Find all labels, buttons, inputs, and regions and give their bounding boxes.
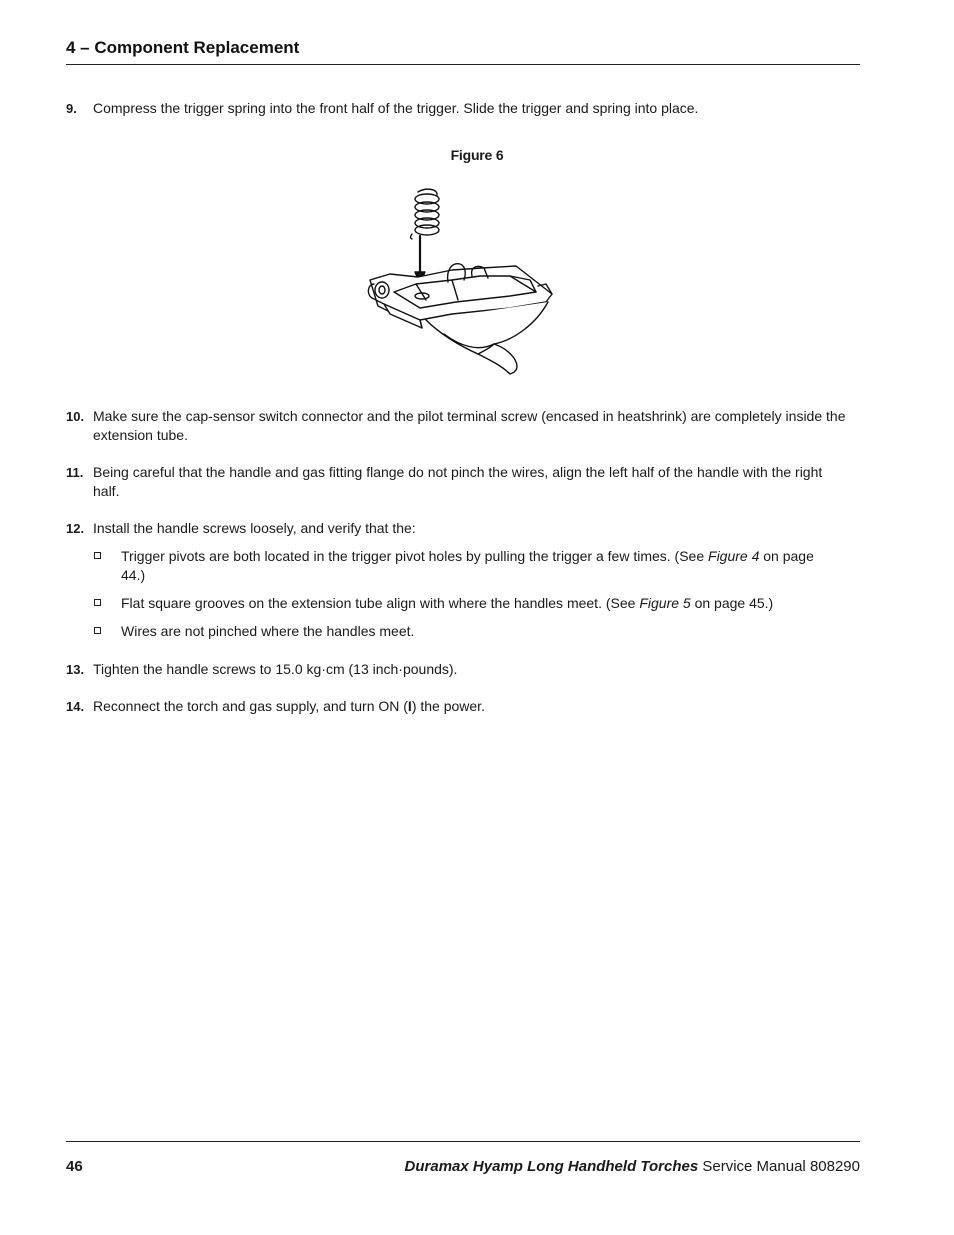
step-text: Compress the trigger spring into the front half of the trigger. Slide the trigger and spring into place. <box>93 100 699 116</box>
page-footer <box>66 1141 860 1182</box>
step-9 <box>66 99 846 118</box>
checklist-item <box>94 594 834 613</box>
checkbox-icon <box>94 627 101 634</box>
checklist-item <box>94 622 834 641</box>
checkbox-icon <box>94 552 101 559</box>
checklist-text: Wires are not pinched where the handles meet. <box>121 623 415 639</box>
step-number: 12. <box>66 521 85 536</box>
step-number: 14. <box>66 699 85 714</box>
step-14 <box>66 697 846 716</box>
step-number: 11. <box>66 465 84 480</box>
footer-doc-info <box>405 1158 860 1175</box>
section-title: 4 – Component Replacement <box>66 38 300 57</box>
page-header <box>66 36 860 65</box>
checkbox-icon <box>94 599 101 606</box>
step-text: Reconnect the torch and gas supply, and turn ON (I) the power. <box>93 698 485 714</box>
checklist-item <box>94 547 834 585</box>
trigger-icon <box>368 264 552 374</box>
step-13 <box>66 660 846 679</box>
step-text: Being careful that the handle and gas fitting flange do not pinch the wires, align the left half of the handle with the right half. <box>93 464 823 499</box>
step-text: Install the handle screws loosely, and verify that the: <box>93 520 416 536</box>
page-number: 46 <box>66 1158 83 1175</box>
manual-label: Service Manual <box>702 1158 806 1175</box>
step-11 <box>66 463 846 501</box>
doc-number: 808290 <box>809 1158 860 1175</box>
step-number: 9. <box>66 101 77 116</box>
step-number: 10. <box>66 409 85 424</box>
step-number: 13. <box>66 662 85 677</box>
figure-caption: Figure 6 <box>450 147 504 163</box>
trigger-spring-illustration <box>360 184 560 380</box>
spring-icon <box>411 189 440 239</box>
step-10 <box>66 407 846 445</box>
checklist-text: Trigger pivots are both located in the trigger pivot holes by pulling the trigger a few times. (See Figure 4 on page 44.) <box>121 548 814 583</box>
step-text: Make sure the cap-sensor switch connector and the pilot terminal screw (encased in heatshrink) are completely inside the extension tube. <box>93 408 846 443</box>
book-title: Duramax Hyamp Long Handheld Torches <box>404 1158 699 1175</box>
checklist-text: Flat square grooves on the extension tube align with where the handles meet. (See Figure 5 on page 45.) <box>121 595 774 611</box>
step-text: Tighten the handle screws to 15.0 kg·cm (13 inch·pounds). <box>93 661 458 677</box>
step-12 <box>66 519 846 538</box>
